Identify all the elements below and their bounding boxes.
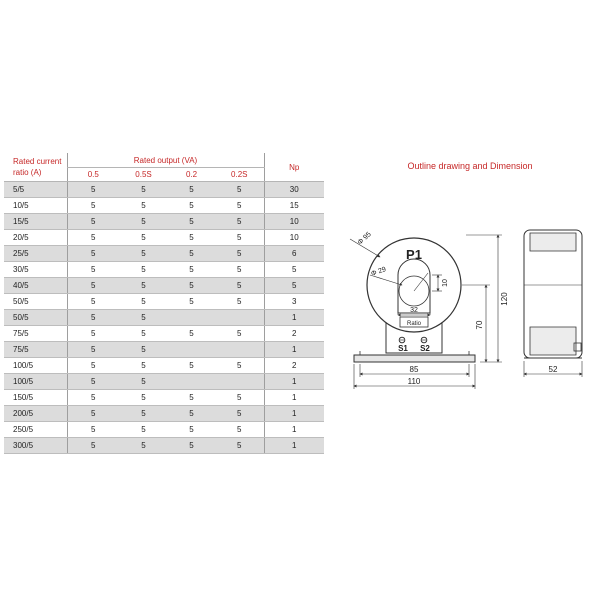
ratio-cell: 100/5	[4, 358, 67, 374]
table-header-row	[4, 153, 324, 168]
np-cell: 2	[264, 326, 324, 342]
output-02-cell: 5	[168, 390, 215, 406]
output-02-cell	[168, 342, 215, 358]
np-cell: 5	[264, 262, 324, 278]
np-cell: 1	[264, 374, 324, 390]
output-05-cell: 5	[67, 262, 119, 278]
rated-output-header: Rated output (VA)	[67, 153, 264, 168]
output-05s-cell: 5	[119, 326, 168, 342]
output-05-cell: 5	[67, 358, 119, 374]
output-02-cell	[168, 374, 215, 390]
class-header-05: 0.5	[67, 168, 119, 182]
np-cell: 30	[264, 182, 324, 198]
dim-height-center: 70	[475, 320, 484, 330]
np-header: Np	[264, 153, 324, 182]
table-row	[4, 358, 324, 374]
table-row	[4, 406, 324, 422]
output-02s-cell	[215, 374, 264, 390]
output-02s-cell: 5	[215, 422, 264, 438]
output-05-cell: 5	[67, 406, 119, 422]
dim-inner-diameter: Φ 29	[370, 266, 388, 278]
ratio-cell: 150/5	[4, 390, 67, 406]
output-05-cell: 5	[67, 422, 119, 438]
table-row	[4, 294, 324, 310]
ratio-cell: 25/5	[4, 246, 67, 262]
output-05s-cell: 5	[119, 214, 168, 230]
output-05s-cell: 5	[119, 438, 168, 454]
output-05s-cell: 5	[119, 278, 168, 294]
np-cell: 3	[264, 294, 324, 310]
table-row	[4, 182, 324, 198]
table-row	[4, 230, 324, 246]
output-02-cell: 5	[168, 214, 215, 230]
spec-table-body	[4, 153, 324, 454]
ratio-cell: 15/5	[4, 214, 67, 230]
table-row	[4, 246, 324, 262]
output-05s-cell: 5	[119, 358, 168, 374]
output-02-cell: 5	[168, 294, 215, 310]
nameplate-label: Ratio	[406, 321, 422, 327]
output-05-cell: 5	[67, 278, 119, 294]
dim-height-total: 120	[500, 292, 509, 306]
np-cell: 1	[264, 438, 324, 454]
output-02s-cell: 5	[215, 438, 264, 454]
output-02s-cell: 5	[215, 294, 264, 310]
dim-window-offset: 10	[442, 279, 449, 287]
output-02s-cell: 5	[215, 326, 264, 342]
base-plate	[354, 355, 475, 362]
side-view	[524, 230, 582, 358]
output-05-cell: 5	[67, 438, 119, 454]
dim-base-outer: 110	[407, 377, 421, 386]
output-05-cell: 5	[67, 214, 119, 230]
output-02s-cell: 5	[215, 246, 264, 262]
output-05s-cell: 5	[119, 422, 168, 438]
table-row	[4, 262, 324, 278]
output-05s-cell: 5	[119, 294, 168, 310]
output-05-cell: 5	[67, 310, 119, 326]
np-cell: 1	[264, 406, 324, 422]
output-02s-cell: 5	[215, 358, 264, 374]
output-02-cell: 5	[168, 262, 215, 278]
ratio-header: Rated current ratio (A)	[4, 153, 67, 182]
table-row	[4, 438, 324, 454]
ratio-cell: 200/5	[4, 406, 67, 422]
np-cell: 1	[264, 310, 324, 326]
output-05-cell: 5	[67, 342, 119, 358]
output-05-cell: 5	[67, 390, 119, 406]
np-cell: 1	[264, 342, 324, 358]
output-05s-cell: 5	[119, 182, 168, 198]
class-header-02: 0.2	[168, 168, 215, 182]
output-05s-cell: 5	[119, 198, 168, 214]
output-02-cell: 5	[168, 406, 215, 422]
output-02-cell: 5	[168, 422, 215, 438]
dim-depth: 52	[548, 365, 558, 374]
table-row	[4, 214, 324, 230]
table-row	[4, 374, 324, 390]
dim-window-width: 32	[410, 307, 418, 314]
dim-outer-diameter: Φ 95	[356, 231, 373, 247]
output-05-cell: 5	[67, 230, 119, 246]
output-02s-cell: 5	[215, 262, 264, 278]
output-02-cell: 5	[168, 182, 215, 198]
class-header-02s: 0.2S	[215, 168, 264, 182]
output-02s-cell: 5	[215, 230, 264, 246]
output-05-cell: 5	[67, 198, 119, 214]
primary-window	[398, 259, 430, 313]
output-02s-cell: 5	[215, 278, 264, 294]
terminal-s2-label: S2	[420, 344, 430, 353]
ratio-cell: 50/5	[4, 294, 67, 310]
output-05-cell: 5	[67, 246, 119, 262]
table-row	[4, 390, 324, 406]
table-row	[4, 310, 324, 326]
output-05-cell: 5	[67, 374, 119, 390]
ratio-cell: 300/5	[4, 438, 67, 454]
table-row	[4, 342, 324, 358]
class-header-05s: 0.5S	[119, 168, 168, 182]
table-row	[4, 422, 324, 438]
side-base	[530, 327, 576, 355]
output-05-cell: 5	[67, 294, 119, 310]
output-05s-cell: 5	[119, 342, 168, 358]
output-05s-cell: 5	[119, 262, 168, 278]
output-05s-cell: 5	[119, 390, 168, 406]
output-05-cell: 5	[67, 326, 119, 342]
output-05s-cell: 5	[119, 246, 168, 262]
output-05s-cell: 5	[119, 310, 168, 326]
ratio-cell: 20/5	[4, 230, 67, 246]
output-02s-cell: 5	[215, 198, 264, 214]
outline-drawing	[330, 205, 600, 395]
np-cell: 1	[264, 422, 324, 438]
table-row	[4, 278, 324, 294]
spec-table	[4, 153, 324, 454]
ratio-cell: 30/5	[4, 262, 67, 278]
ratio-cell: 75/5	[4, 342, 67, 358]
output-02s-cell	[215, 310, 264, 326]
ratio-cell: 10/5	[4, 198, 67, 214]
front-dimensions	[350, 235, 502, 389]
output-05s-cell: 5	[119, 230, 168, 246]
output-05-cell: 5	[67, 182, 119, 198]
output-02s-cell	[215, 342, 264, 358]
np-cell: 6	[264, 246, 324, 262]
np-cell: 15	[264, 198, 324, 214]
output-02-cell: 5	[168, 198, 215, 214]
np-cell: 1	[264, 390, 324, 406]
output-02-cell: 5	[168, 246, 215, 262]
output-02s-cell: 5	[215, 214, 264, 230]
output-02s-cell: 5	[215, 182, 264, 198]
terminal-s1-label: S1	[398, 344, 408, 353]
model-label: P1	[406, 247, 422, 262]
np-cell: 2	[264, 358, 324, 374]
dim-base-inner: 85	[409, 365, 419, 374]
ratio-cell: 75/5	[4, 326, 67, 342]
output-02-cell: 5	[168, 278, 215, 294]
output-02-cell: 5	[168, 358, 215, 374]
np-cell: 5	[264, 278, 324, 294]
output-02-cell: 5	[168, 438, 215, 454]
ratio-cell: 250/5	[4, 422, 67, 438]
side-top-cap	[530, 233, 576, 251]
np-cell: 10	[264, 214, 324, 230]
output-02s-cell: 5	[215, 390, 264, 406]
ratio-cell: 100/5	[4, 374, 67, 390]
output-05s-cell: 5	[119, 406, 168, 422]
ratio-cell: 40/5	[4, 278, 67, 294]
output-02-cell: 5	[168, 326, 215, 342]
ratio-cell: 50/5	[4, 310, 67, 326]
table-row	[4, 326, 324, 342]
ratio-cell: 5/5	[4, 182, 67, 198]
output-02s-cell: 5	[215, 406, 264, 422]
output-02-cell	[168, 310, 215, 326]
drawing-title: Outline drawing and Dimension	[407, 161, 533, 171]
output-05s-cell: 5	[119, 374, 168, 390]
table-row	[4, 198, 324, 214]
output-02-cell: 5	[168, 230, 215, 246]
np-cell: 10	[264, 230, 324, 246]
